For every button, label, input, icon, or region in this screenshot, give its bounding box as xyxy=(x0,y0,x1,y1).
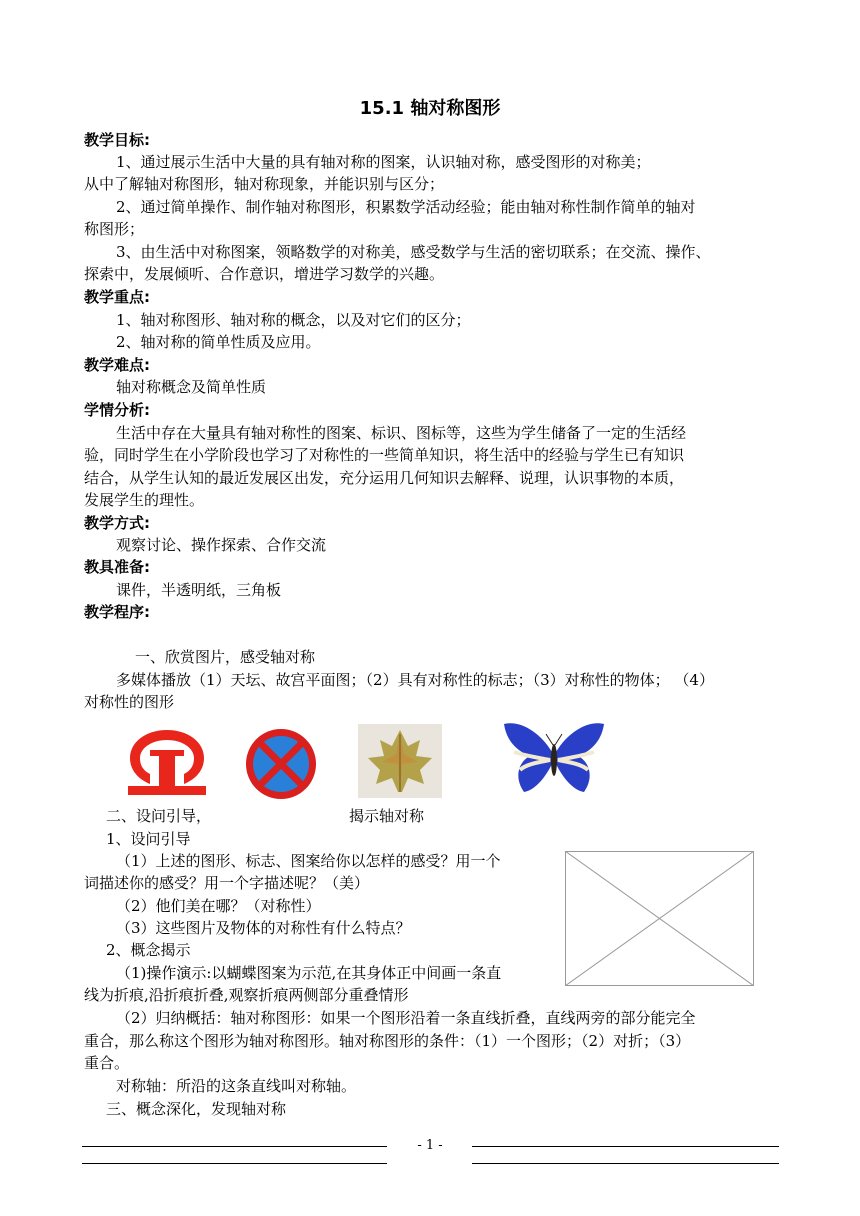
no-parking-sign-icon xyxy=(243,727,319,801)
goal-1-line-a: 1、通过展示生活中大量的具有轴对称的图案，认识轴对称，感受图形的对称美； xyxy=(116,153,651,171)
footer-rule-right-bottom xyxy=(472,1163,779,1164)
goal-2-line-a: 2、通过简单操作、制作轴对称图形，积累数学活动经验；能由轴对称性制作简单的轴对 xyxy=(116,198,696,216)
butterfly-photo-icon xyxy=(500,718,608,800)
summary-line-b: 重合，那么称这个图形为轴对称图形。轴对称图形的条件：（1）一个图形；（2）对折；（3） xyxy=(84,1032,691,1050)
operation-line-b: 线为折痕,沿折痕折叠,观察折痕两侧部分重叠情形 xyxy=(84,986,409,1004)
step-2-heading-b: 揭示轴对称 xyxy=(349,807,425,825)
step-1-heading: 一、欣赏图片，感受轴对称 xyxy=(135,648,316,666)
analysis-line-d: 发展学生的理性。 xyxy=(84,491,205,509)
footer-rule-left-top xyxy=(82,1146,387,1147)
goal-3-line-b: 探索中，发展倾听、合作意识，增进学习数学的兴趣。 xyxy=(84,265,445,283)
analysis-heading: 学情分析: xyxy=(84,401,150,419)
difficulty-1: 轴对称概念及简单性质 xyxy=(116,378,267,396)
goal-3-line-a: 3、由生活中对称图案，领略数学的对称美，感受数学与生活的密切联系；在交流、操作、 xyxy=(116,243,711,261)
difficulties-heading: 教学难点: xyxy=(84,356,150,374)
tools-text: 课件，半透明纸，三角板 xyxy=(116,581,282,599)
image-placeholder xyxy=(565,851,754,986)
goals-heading: 教学目标: xyxy=(84,131,150,149)
summary-line-a: （2）归纳概括：轴对称图形：如果一个图形沿着一条直线折叠，直线两旁的部分能完全 xyxy=(116,1009,696,1027)
analysis-line-c: 结合，从学生认知的最近发展区出发，充分运用几何知识去解释、说理，认识事物的本质， xyxy=(84,469,685,487)
analysis-line-b: 验，同时学生在小学阶段也学习了对称性的一些简单知识，将生活中的经验与学生已有知识 xyxy=(84,446,685,464)
maple-leaf-photo-icon xyxy=(358,724,442,798)
question-1-line-a: （1）上述的图形、标志、图案给你以怎样的感受？用一个 xyxy=(116,852,501,870)
media-line-a: 多媒体播放（1）天坛、故宫平面图；（2）具有对称性的标志；（3）对称性的物体； （4） xyxy=(116,671,714,689)
footer-rule-right-top xyxy=(472,1146,779,1147)
tools-heading: 教具准备: xyxy=(84,558,150,576)
question-3: （3）这些图片及物体的对称性有什么特点？ xyxy=(116,919,411,937)
axis-definition: 对称轴：所沿的这条直线叫对称轴。 xyxy=(116,1077,357,1095)
goal-2-line-b: 称图形； xyxy=(84,220,145,238)
question-1-line-b: 词描述你的感受？用一个字描述呢？（美） xyxy=(84,874,370,892)
key-point-2: 2、轴对称的简单性质及应用。 xyxy=(116,333,321,351)
railway-logo-icon xyxy=(122,724,212,798)
summary-line-c: 重合。 xyxy=(84,1054,130,1072)
analysis-line-a: 生活中存在大量具有轴对称性的图案、标识、图标等，这些为学生储备了一定的生活经 xyxy=(116,424,687,442)
media-line-b: 对称性的图形 xyxy=(84,693,175,711)
question-2: （2）他们美在哪？（对称性） xyxy=(116,897,321,915)
concept-heading: 2、概念揭示 xyxy=(106,941,191,959)
goal-1-line-b: 从中了解轴对称图形，轴对称现象，并能识别与区分； xyxy=(84,175,445,193)
method-heading: 教学方式: xyxy=(84,514,150,532)
page-number: - 1 - xyxy=(417,1138,443,1153)
step-2-heading-a: 二、设问引导， xyxy=(106,807,212,825)
step-3-heading: 三、概念深化，发现轴对称 xyxy=(106,1100,287,1118)
method-text: 观察讨论、操作探索、合作交流 xyxy=(116,536,327,554)
key-point-1: 1、轴对称图形、轴对称的概念，以及对它们的区分； xyxy=(116,311,471,329)
footer-rule-left-bottom xyxy=(82,1163,387,1164)
operation-line-a: （1)操作演示:以蝴蝶图案为示范,在其身体正中间画一条直 xyxy=(116,964,502,982)
page-title: 15.1 轴对称图形 xyxy=(359,98,501,119)
procedure-heading: 教学程序: xyxy=(84,603,150,621)
questions-heading: 1、设问引导 xyxy=(106,830,191,848)
key-points-heading: 教学重点: xyxy=(84,288,150,306)
